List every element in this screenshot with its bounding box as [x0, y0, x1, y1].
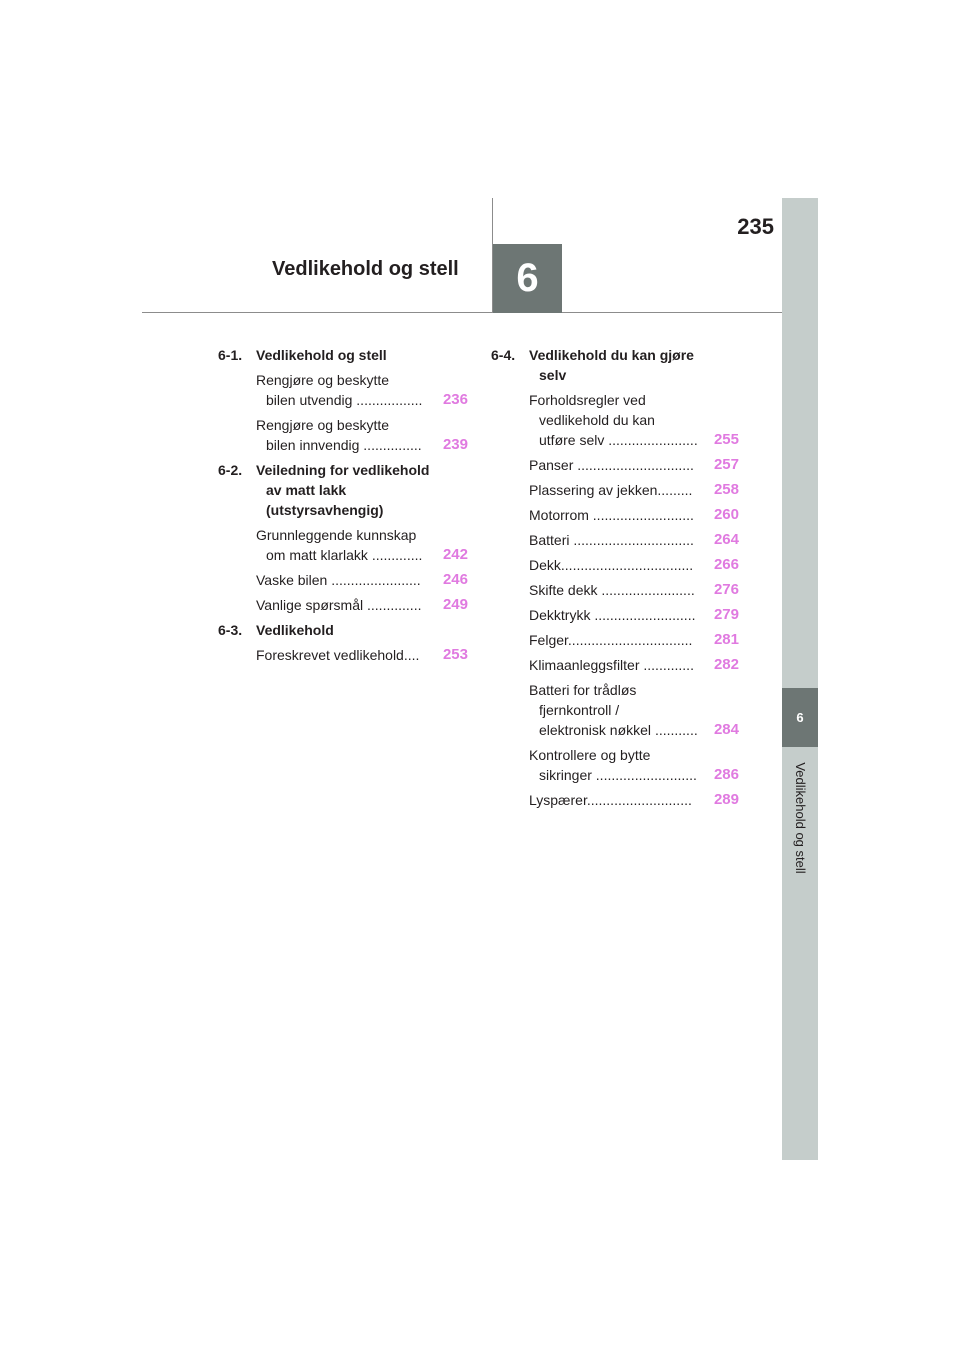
toc-page-number[interactable]: 264: [713, 531, 739, 548]
header-divider-horizontal: [142, 312, 782, 313]
toc-section-heading: [218, 460, 468, 520]
toc-leader-dots: ..............: [367, 597, 422, 613]
section-title: Vedlikehold: [256, 622, 334, 638]
section-title-line: Vedlikehold du kan gjøre: [529, 347, 694, 363]
chapter-number-box: 6: [493, 244, 562, 313]
toc-page-number[interactable]: 289: [713, 791, 739, 808]
toc-leader-dots: ..........................: [592, 507, 694, 523]
toc-page-number[interactable]: 255: [713, 431, 739, 448]
toc-entry-text: Foreskrevet vedlikehold: [256, 647, 404, 663]
toc-entry-link[interactable]: [529, 790, 739, 810]
side-thumb-strip: [782, 198, 818, 1160]
toc-entry-text: Lyspærer: [529, 792, 587, 808]
toc-entry-text: bilen utvendig: [266, 392, 357, 408]
section-title-line: av matt lakk: [266, 482, 347, 498]
toc-leader-dots: ..................................: [560, 557, 694, 573]
side-tab-label: Vedlikehold og stell: [793, 762, 808, 874]
toc-column-left: [218, 345, 468, 670]
toc-entry-link[interactable]: [256, 525, 468, 565]
section-title: [256, 460, 468, 520]
toc-entry-link[interactable]: [529, 505, 739, 525]
toc-page-number[interactable]: 279: [713, 606, 739, 623]
toc-page-number[interactable]: 236: [442, 391, 468, 408]
toc-entry-text: Vanlige spørsmål: [256, 597, 368, 613]
toc-entry-text: Skifte dekk: [529, 582, 602, 598]
toc-entry-link[interactable]: [256, 645, 468, 665]
page-number: 235: [737, 214, 774, 239]
toc-leader-dots: .................: [356, 392, 423, 408]
toc-entry-text: bilen innvendig: [266, 437, 364, 453]
toc-entry-link[interactable]: [529, 530, 739, 550]
toc-page-number[interactable]: 266: [713, 556, 739, 573]
side-tab-chapter[interactable]: 6: [782, 688, 818, 747]
toc-page-number[interactable]: 276: [713, 581, 739, 598]
toc-entry-text: Dekk: [529, 557, 561, 573]
toc-entry-link[interactable]: [529, 655, 739, 675]
toc-leader-dots: ...............................: [573, 532, 694, 548]
toc-entry-text: om matt klarlakk: [266, 547, 372, 563]
toc-page-number[interactable]: 258: [713, 481, 739, 498]
toc-leader-dots: ....: [403, 647, 420, 663]
toc-entry-line: Rengjøre og beskytte: [256, 417, 390, 433]
toc-page-number[interactable]: 286: [713, 766, 739, 783]
toc-entry-text: Plassering av jekken: [529, 482, 658, 498]
toc-section-heading: [218, 345, 468, 365]
toc-entry-line: Forholdsregler ved: [529, 392, 646, 408]
toc-entry-link[interactable]: [256, 415, 468, 455]
section-number: 6-4.: [491, 347, 516, 363]
toc-page-number[interactable]: 242: [442, 546, 468, 563]
toc-column-right: [491, 345, 739, 815]
toc-page-number[interactable]: 253: [442, 646, 468, 663]
section-title: [529, 345, 739, 385]
toc-leader-dots: .............: [371, 547, 423, 563]
toc-section-heading: [218, 620, 468, 640]
toc-section-heading: [491, 345, 739, 385]
toc-leader-dots: ..........................: [595, 767, 697, 783]
toc-entry-link[interactable]: [529, 555, 739, 575]
toc-entry-link[interactable]: [529, 630, 739, 650]
toc-leader-dots: .......................: [608, 432, 698, 448]
toc-leader-dots: ........................: [601, 582, 695, 598]
toc-entry-line: fjernkontroll /: [539, 702, 620, 718]
toc-entry-line: Rengjøre og beskytte: [256, 372, 390, 388]
toc-entry-text: Felger: [529, 632, 568, 648]
section-number: 6-2.: [218, 462, 243, 478]
toc-entry-text: Klimaanleggsfilter: [529, 657, 644, 673]
toc-entry-link[interactable]: [256, 570, 468, 590]
toc-leader-dots: ...........: [654, 722, 698, 738]
toc-page-number[interactable]: 246: [442, 571, 468, 588]
toc-entry-text: Dekktrykk: [529, 607, 595, 623]
toc-entry-line: Grunnleggende kunnskap: [256, 527, 417, 543]
section-title-line: (utstyrsavhengig): [266, 502, 384, 518]
toc-entry-link[interactable]: [529, 680, 739, 740]
toc-entry-link[interactable]: [529, 480, 739, 500]
toc-entry-link[interactable]: [529, 745, 739, 785]
toc-entry-text: Motorrom: [529, 507, 593, 523]
toc-entry-link[interactable]: [256, 595, 468, 615]
toc-leader-dots: .............: [643, 657, 694, 673]
toc-entry-text: Panser: [529, 457, 578, 473]
toc-leader-dots: ..............................: [577, 457, 694, 473]
toc-page-number[interactable]: 260: [713, 506, 739, 523]
toc-page-number[interactable]: 282: [713, 656, 739, 673]
toc-leader-dots: ................................: [567, 632, 693, 648]
section-title-line: selv: [539, 367, 567, 383]
toc-page-number[interactable]: 281: [713, 631, 739, 648]
toc-page-number[interactable]: 257: [713, 456, 739, 473]
section-number: 6-3.: [218, 622, 243, 638]
toc-leader-dots: .........: [657, 482, 693, 498]
toc-entry-link[interactable]: [529, 390, 739, 450]
toc-entry-text: Batteri: [529, 532, 574, 548]
toc-entry-link[interactable]: [529, 605, 739, 625]
toc-entry-line: Kontrollere og bytte: [529, 747, 651, 763]
toc-leader-dots: ...........................: [586, 792, 692, 808]
toc-page-number[interactable]: 239: [442, 436, 468, 453]
section-title-line: Veiledning for vedlikehold: [256, 462, 430, 478]
toc-page-number[interactable]: 249: [442, 596, 468, 613]
toc-page-number[interactable]: 284: [713, 721, 739, 738]
chapter-title: Vedlikehold og stell: [272, 258, 459, 280]
toc-entry-link[interactable]: [529, 455, 739, 475]
toc-entry-link[interactable]: [529, 580, 739, 600]
toc-entry-link[interactable]: [256, 370, 468, 410]
toc-entry-line: Batteri for trådløs: [529, 682, 637, 698]
toc-entry-text: sikringer: [539, 767, 596, 783]
section-number: 6-1.: [218, 347, 243, 363]
toc-entry-text: elektronisk nøkkel: [539, 722, 655, 738]
toc-leader-dots: ..........................: [594, 607, 696, 623]
toc-leader-dots: .......................: [331, 572, 421, 588]
toc-leader-dots: ...............: [363, 437, 422, 453]
toc-entry-text: Vaske bilen: [256, 572, 332, 588]
toc-entry-line: vedlikehold du kan: [539, 412, 655, 428]
toc-entry-text: utføre selv: [539, 432, 609, 448]
section-title: Vedlikehold og stell: [256, 347, 387, 363]
